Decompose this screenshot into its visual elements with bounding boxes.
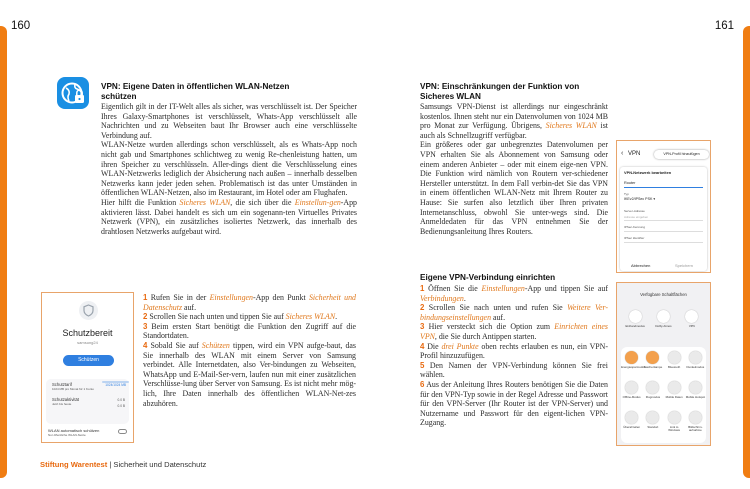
add-vpn-profile-button[interactable]: VPN-Profil hinzufügen <box>654 150 709 159</box>
vpn-screen-title: VPN <box>628 151 641 157</box>
right-step-2: 2 Scrollen Sie nach unten und rufen Sie Weitere Ver-bindungseinstellungen auf. <box>420 303 608 322</box>
quick-tile[interactable] <box>621 381 642 399</box>
quick-tile-icon <box>668 411 681 424</box>
quick-tile-label: Standort <box>647 425 659 429</box>
name-field-underline <box>624 187 703 188</box>
quick-tile-label: Offline-Modus <box>622 395 641 399</box>
footer-section: Sicherheit und Datenschutz <box>113 460 207 469</box>
plan-label: Schutztarif <box>52 382 72 387</box>
quick-tile-label: Energiesparmodus <box>621 365 646 369</box>
quick-row-3 <box>621 381 706 399</box>
page-footer: Stiftung Warentest | Sicherheit und Datenschutz <box>40 460 207 469</box>
quick-tile[interactable] <box>642 411 663 433</box>
quick-tile-icon <box>689 351 702 364</box>
cancel-button[interactable]: Abbrechen <box>631 263 651 268</box>
activity-value: 0.0 B <box>117 398 125 402</box>
left-steps <box>143 293 356 408</box>
quick-tile[interactable] <box>653 310 674 328</box>
left-step-2: 2 Scrollen Sie nach unten und tippen Sie auf Sicheres WLAN. <box>143 312 338 322</box>
plan-progress-bar <box>102 381 129 383</box>
name-field[interactable]: Router <box>624 181 636 185</box>
quick-tile-icon <box>646 381 659 394</box>
screenshot-vpn-profile <box>616 140 711 273</box>
save-button[interactable]: Speichern <box>675 263 694 268</box>
quick-tile[interactable] <box>685 381 706 399</box>
quick-row-4 <box>621 411 706 433</box>
info-card <box>46 379 129 424</box>
quick-tile-label: VPN <box>688 324 695 328</box>
quick-tile-icon <box>646 351 659 364</box>
quick-tile-icon <box>689 411 702 424</box>
ipsec-label: IPSec-Kennung <box>624 225 646 229</box>
quick-tile-label: Dunkelmodus <box>686 365 705 369</box>
left-step-4: 4 Sobald Sie auf Schützen tippen, wird ein VPN aufge-baut, das Sie innerhalb des WLAN mit einem Server von Samsung verbindet. Alle Internetdaten, also Ver-bindungen zu Webseiten, WhatsApp und E-Mail-Ser-vern, laufen nun mit einer zusätzlichen Verschlüsse-lung über Server von Samsung. Es ist nicht mehr mög-lich, Ihre Daten innerhalb des öffentlichen WLAN-Net-zes abzuhören. <box>143 340 357 408</box>
ipsec-identifier-underline <box>624 242 703 243</box>
status-title: Schutzbereit <box>62 328 113 338</box>
right-heading: VPN: Einschränkungen der Funktion von Sicheres WLAN <box>420 82 580 101</box>
quick-tile-icon <box>625 351 638 364</box>
server-input[interactable]: Adresse eingeben <box>624 215 649 219</box>
server-underline <box>624 220 703 221</box>
quick-tile-label: Bluetooth <box>668 365 681 369</box>
right-paragraph-2: Ein größeres oder gar unbegrenztes Datenvolumen per VPN erhalten Sie als Abonnement von Samsung oder einem anderen Anbieter – oder mit einem eige-nen VPN. Die Funktion wird nämlich von Routern ver-schiedener Hersteller unterstützt. In dem Fall verbin-det Sie das VPN in einem öffentlichen WLAN-Netz mit Ihrem Router zu Hause: Sie surfen also letztlich über Ihren privaten Internetanschluss, obwohl Sie unter-wegs sind. Die Anmeldedaten für das VPN entnehmen Sie der Bedienungsanleitung Ihres Routers. <box>420 140 608 236</box>
right-step-4: 4 Die drei Punkte oben rechts erlauben es nun, ein VPN-Profil hinzuzufügen. <box>420 341 608 361</box>
vpn-globe-icon <box>57 77 89 109</box>
page-number-right: 161 <box>714 20 734 32</box>
auto-protect-toggle[interactable] <box>118 429 127 434</box>
ipsec-underline <box>624 231 703 232</box>
quick-tile-label: Taschenlampe <box>643 365 663 369</box>
right-step-1: 1 Öffnen Sie die Einstellungen-App und tippen Sie auf Verbindungen. <box>420 284 608 303</box>
quick-tile[interactable] <box>664 351 685 369</box>
left-step-1: 1 Rufen Sie in der Einstellungen-App den Punkt Sicherheit und Datenschutz auf. <box>143 293 356 312</box>
quick-tile-icon <box>689 381 702 394</box>
quick-tile[interactable] <box>685 411 706 433</box>
left-paragraph-1: Eigentlich gilt in der IT-Welt alles als sicher, was verschlüsselt ist. Der Speicher Ihres Galaxy-Smartphones ist verschlüsselt, Whats-App verschlüsselt alle Nachrichten und zu Webseiten baut Ihr Browser auch eine verschlüsselte Verbindung auf. <box>101 102 357 140</box>
auto-protect-sub: Nur öffentliche WLAN-Netze <box>48 433 86 437</box>
quick-tile[interactable] <box>625 310 646 328</box>
right-step-5: 5 Den Namen der VPN-Verbindung können Sie frei wählen. <box>420 360 608 380</box>
auto-protect-label: WLAN automatisch schützen <box>48 428 100 433</box>
type-select[interactable]: IKEv2/IPSec PSK ▾ <box>624 197 656 201</box>
protect-button[interactable]: Schützen <box>63 355 114 366</box>
quick-tile-icon <box>668 381 681 394</box>
quick-tile-label: Flugmodus <box>645 395 661 399</box>
quick-tile-label: Link to Windows <box>668 425 680 433</box>
left-page-edge <box>0 26 7 478</box>
quick-tile-icon <box>657 310 670 323</box>
quick-tile[interactable] <box>681 310 702 328</box>
left-paragraph-2: WLAN-Netze wurden allerdings schon verschlüsselt, als es Whats-App noch nicht gab und Smartphones schlichtweg zu wenig Re-chenleistung hatten, um ihren Speicher zu verschlüsseln. Aller-dings dient die Verschlüsselung eines WLAN-Netzwerks lediglich der Absicherung nach außen – innerhalb desselben Netzwerks kann jeder jeden sehen. Problematisch ist das unter Umständen in öffentlichen WLAN-Netzen, also im Restaurant, im Hotel oder am Flughafen. <box>101 140 357 198</box>
footer-brand: Stiftung Warentest <box>40 460 108 469</box>
ipsec-identifier-label: IPSec Identifier <box>624 236 645 240</box>
chevron-down-icon: ▾ <box>653 197 656 201</box>
right-subheading: Eigene VPN-Verbindung einrichten <box>420 273 556 282</box>
quick-tile-icon <box>625 411 638 424</box>
server-label: Server-Adresse <box>624 209 645 213</box>
quick-tile[interactable] <box>642 381 663 399</box>
activity-sub: Jetzt bis heute <box>52 402 72 406</box>
right-page-edge <box>743 26 750 478</box>
quick-tile[interactable] <box>664 381 685 399</box>
activity-value-2: 0.0 B <box>117 404 125 408</box>
quick-tile-label: Einhandmodus <box>625 324 645 328</box>
quick-tile-icon <box>625 381 638 394</box>
vpn-edit-dialog <box>620 167 707 271</box>
plan-value: 1024/1024 MB <box>105 383 126 387</box>
quick-tile[interactable] <box>685 351 706 369</box>
quick-tile[interactable] <box>621 351 646 369</box>
back-icon[interactable]: ‹ <box>621 150 624 157</box>
activity-label: Schutzaktivität <box>52 397 79 402</box>
quick-tile-label: Mobile Daten <box>665 395 683 399</box>
quick-tile-label: Mobile Hotspot <box>685 395 706 399</box>
right-steps <box>420 269 608 428</box>
account-name: samsung24 <box>77 340 98 345</box>
left-step-3: 3 Beim ersten Start benötigt die Funktion den Zugriff auf die Standortdaten. <box>143 321 356 341</box>
dialog-title: VPN-Netzwerk bearbeiten <box>624 170 672 175</box>
quick-tile-icon <box>668 351 681 364</box>
right-paragraph-1: Samsungs VPN-Dienst ist allerdings nur eingeschränkt kostenlos. Ihnen steht nur ein Datenvolumen von 1024 MB pro Monat zur Verfügung. Übrigens, Sicheres WLAN ist auch als Schnellzugriff verfügbar. <box>420 102 608 140</box>
quick-tile[interactable] <box>664 411 685 433</box>
quick-row-2 <box>621 351 706 369</box>
shield-icon <box>79 301 98 320</box>
right-step-3: 3 Hier versteckt sich die Option zum Einrichten eines VPN, die Sie durch Antippen starten. <box>420 322 608 341</box>
quick-tile-icon <box>685 310 698 323</box>
left-article <box>101 82 357 236</box>
right-article <box>420 82 608 236</box>
quick-tile-label: Bildschirm-aufnahme <box>688 425 703 433</box>
quick-tile-label: Überall teilen <box>623 425 641 429</box>
quick-row-1 <box>621 310 706 328</box>
plan-sub: 1024 MB pro Monat für 1 Konto <box>52 387 94 391</box>
screenshot-quick-panel <box>616 282 711 446</box>
screenshot-secure-wifi <box>41 292 134 443</box>
available-buttons-header: Verfügbare Schaltflächen <box>640 292 687 297</box>
left-heading: VPN: Eigene Daten in öffentlichen WLAN-Netzen schützen <box>101 82 290 101</box>
left-paragraph-3: Hier hilft die Funktion Sicheres WLAN, die sich über die Einstellun-gen-App aktivieren lässt. Dabei handelt es sich um ein sogenann-ten Virtuelles Privates Netzwerk (VPN), ein zusätzliches isoliertes Netzwerk, das innerhalb des drahtlosen Netzwerks aufgebaut wird. <box>101 197 357 236</box>
page-number-left: 160 <box>11 20 31 32</box>
quick-tile-icon <box>646 411 659 424</box>
type-label: Typ <box>624 192 629 196</box>
quick-panel-grid <box>621 347 706 443</box>
quick-tile-icon <box>629 310 642 323</box>
right-step-6: 6 Aus der Anleitung Ihres Routers benötigen Sie die Daten für den VPN-Typ sowie in der Regel Adresse und Passwort für den VPN-Server (Ihr Router ist der VPN-Server) und Nutzername und Passwort für den eigent-lichen VPN-Zugang. <box>420 379 608 428</box>
quick-tile[interactable] <box>621 411 642 433</box>
quick-tile[interactable] <box>642 351 663 369</box>
quick-tile-label: Dolby Atmos <box>655 324 672 328</box>
